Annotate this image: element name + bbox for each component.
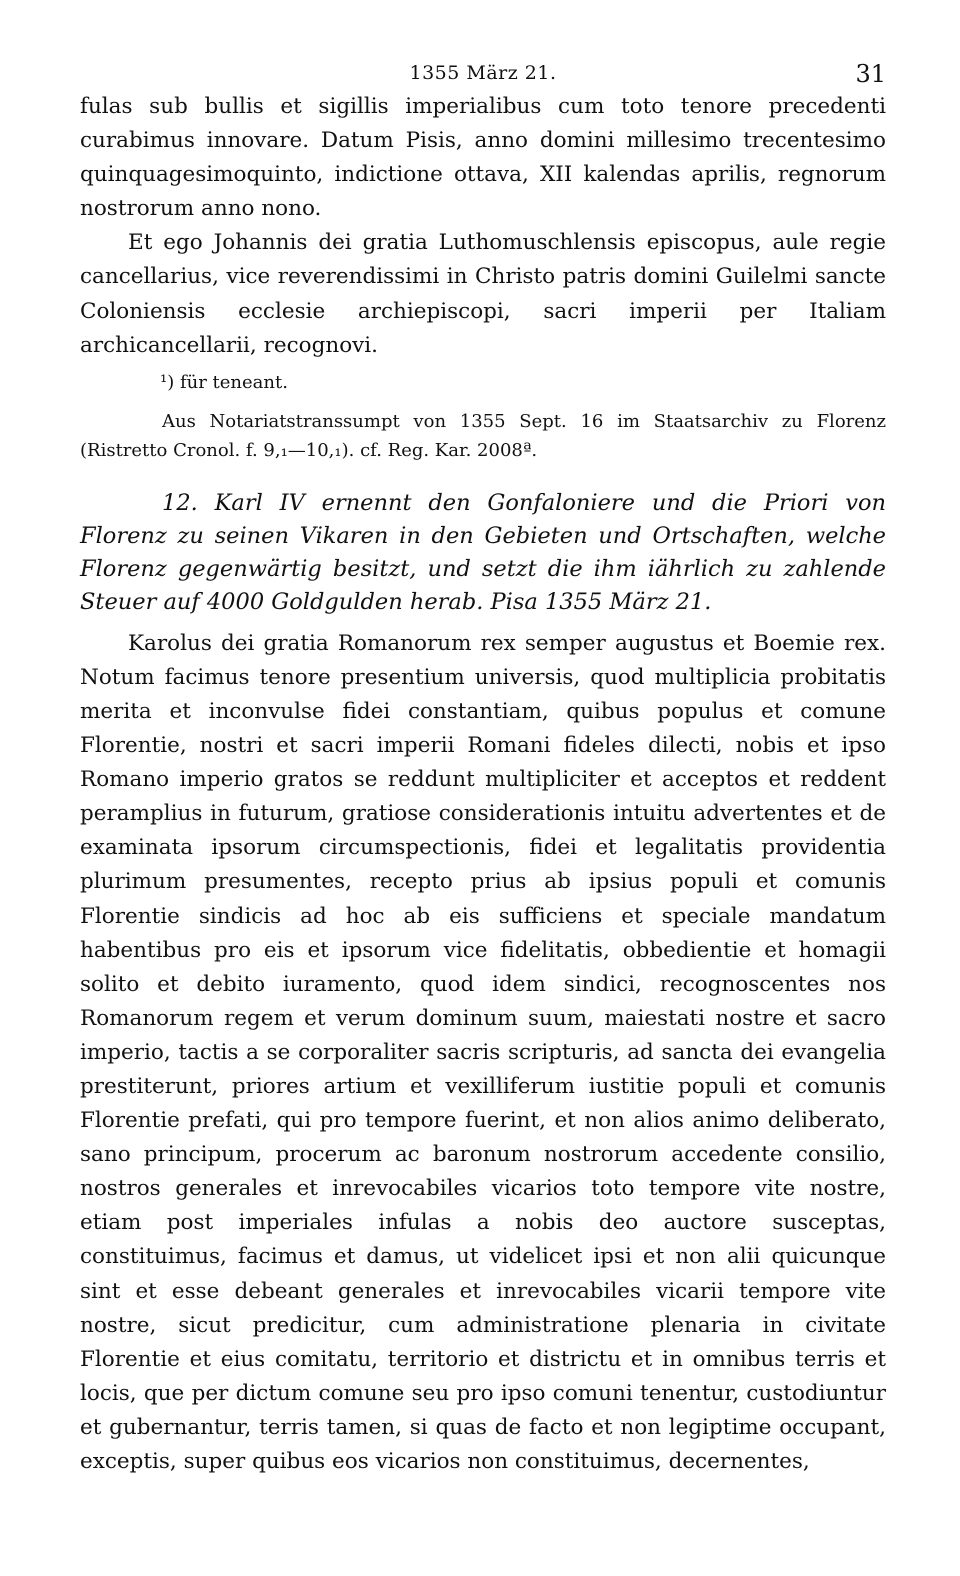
footnote: ¹) für teneant. [160, 371, 288, 393]
book-page [80, 60, 886, 1479]
document-heading: 12. Karl IV ernennt den Gonfaloniere und die Priori von Florenz zu seinen Vikaren in den Gebieten und Ortschaften, welche Florenz gegenwärtig besitzt, und setzt die ihm iährlich zu zahlende Steuer auf 4000 Goldgulden herab. Pisa 1355 März 21. [80, 489, 886, 615]
recognition-paragraph: Et ego Johannis dei gratia Luthomuschlensis episcopus, aule regie cancellarius, vice reverendissimi in Christo patris domini Guilelmi sancte Coloniensis ecclesie archiepiscopi, sacri imperii per Italiam archicancellarii, recognovi. [80, 230, 886, 358]
running-head-date: 1355 März 21. [409, 62, 557, 84]
source-note: Aus Notariatstranssumpt von 1355 Sept. 16 im Staatsarchiv zu Florenz (Ristretto Cronol. f. 9,₁—10,₁). cf. Reg. Kar. 2008ª. [80, 410, 886, 461]
document-body: Karolus dei gratia Romanorum rex semper augustus et Boemie rex. Notum facimus tenore presentium universis, quod multiplicia probitatis merita et inconvulse fidei constantiam, quibus populus et comune Florentie, nostri et sacri imperii Romani fideles dilecti, nobis et ipso Romano imperio gratos se reddunt multipliciter et acceptos et reddent peramplius in futurum, gratiose considerationis intuitu advertentes et de examinata ipsorum circumspectionis, fidei et legalitatis providentia plurimum presumentes, recepto prius ab ipsius populi et comunis Florentie sindicis ad hoc ab eis sufficiens et speciale mandatum habentibus pro eis et ipsorum vice fidelitatis, obbedientie et homagii solito et debito iuramento, quod idem sindici, recognoscentes nos Romanorum regem et verum dominum suum, maiestati nostre et sacro imperio, tactis a se corporaliter sacris scripturis, ad sancta dei evangelia prestiterunt, priores artium et vexilliferum iustitie populi et comunis Florentie prefati, qui pro tempore fuerint, et non alios animo deliberato, sano principum, procerum ac baronum nostrorum accedente consilio, nostros generales et inrevocabiles vicarios toto tempore vite nostre, etiam post imperiales infulas a nobis deo auctore susceptas, constituimus, facimus et damus, ut videlicet ipsi et non alii quicunque sint et esse debeant generales et inrevocabiles vicarii tempore vite nostre, sicut predicitur, cum administratione plenaria in civitate Florentie et eius comitatu, territorio et districtu et in omnibus terris et locis, que per dictum comune seu pro ipso comuni tenentur, custodiuntur et gubernantur, terris tamen, si quas de facto et non legiptime occupant, exceptis, super quibus eos vicarios non constituimus, decernentes, [80, 630, 886, 1474]
running-head [80, 60, 886, 90]
page-number: 31 [855, 60, 886, 88]
continuation-paragraph: fulas sub bullis et sigillis imperialibus cum toto tenore precedenti curabimus innovare. Datum Pisis, anno domini millesimo trecentesimo quinquagesimoquinto, indictione ottava, XII kalendas aprilis, regnorum nostrorum anno nono. [80, 94, 886, 222]
